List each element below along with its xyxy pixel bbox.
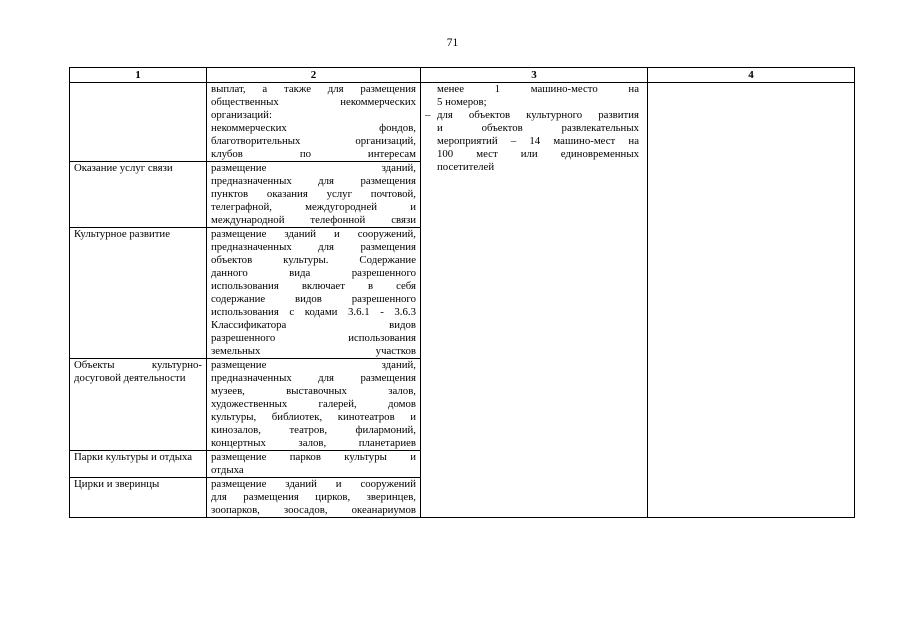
description-line: для размещения цирков, зверинцев,: [211, 491, 416, 503]
description-line: предназначенных для размещения: [211, 175, 416, 187]
parking-bullet-line: и объектов развлекательных: [437, 122, 639, 134]
description-line: международной телефонной связи: [211, 214, 416, 226]
description-line: художественных галерей, домов: [211, 398, 416, 410]
header-col-2: 2: [207, 68, 421, 83]
description-line: размещение зданий и сооружений,: [211, 228, 416, 240]
cell-land-use-name: Культурное развитие: [70, 228, 207, 359]
description-line: данного вида разрешенного: [211, 267, 416, 279]
description-line: размещение зданий,: [211, 359, 416, 371]
regulations-table: [69, 67, 855, 518]
parking-bullet-line: 100 мест или единовременных: [437, 148, 639, 160]
description-line: содержание видов разрешенного: [211, 293, 416, 305]
description-line: использования включает в себя: [211, 280, 416, 292]
description-line: организаций:: [211, 109, 272, 121]
description-line: клубов по интересам: [211, 148, 416, 160]
cell-land-use-name: [70, 83, 207, 162]
cell-description: [207, 228, 421, 359]
description-line: зоопарков, зоосадов, океанариумов: [211, 504, 416, 516]
description-line: Классификатора видов: [211, 319, 416, 331]
parking-line: менее 1 машино-место на: [437, 83, 639, 95]
header-col-3: 3: [421, 68, 648, 83]
cell-description: [207, 162, 421, 228]
description-line: предназначенных для размещения: [211, 241, 416, 253]
description-line: использования с кодами 3.6.1 - 3.6.3: [211, 306, 416, 318]
description-line: телеграфной, междугородней и: [211, 201, 416, 213]
cell-land-use-name: Объекты культурно-досуговой деятельности: [70, 359, 207, 451]
header-col-4: 4: [648, 68, 855, 83]
description-line: кинозалов, театров, филармоний,: [211, 424, 416, 436]
description-line: благотворительных организаций,: [211, 135, 416, 147]
parking-line: 5 номеров;: [437, 96, 487, 108]
cell-column-4: [648, 83, 855, 518]
description-line: концертных залов, планетариев: [211, 437, 416, 449]
description-line: размещение зданий,: [211, 162, 416, 174]
description-line: предназначенных для размещения: [211, 372, 416, 384]
description-line: общественных некоммерческих: [211, 96, 416, 108]
cell-parking-requirements: [421, 83, 648, 518]
parking-bullet-line: – для объектов культурного развития: [425, 109, 639, 121]
cell-land-use-name: Оказание услуг связи: [70, 162, 207, 228]
description-line: некоммерческих фондов,: [211, 122, 416, 134]
table-row: [70, 83, 855, 162]
description-line: земельных участков: [211, 345, 416, 357]
cell-description: [207, 83, 421, 162]
description-line: выплат, а также для размещения: [211, 83, 416, 95]
cell-land-use-name: Цирки и зверинцы: [70, 478, 207, 518]
parking-bullet-line: мероприятий – 14 машино-мест на: [437, 135, 639, 147]
cell-description: [207, 451, 421, 478]
cell-description: [207, 478, 421, 518]
cell-description: [207, 359, 421, 451]
description-line: пунктов оказания услуг почтовой,: [211, 188, 416, 200]
page-number: 71: [446, 37, 459, 49]
description-line: отдыха: [211, 464, 244, 476]
dash-bullet-icon: –: [425, 109, 431, 121]
description-line: разрешенного использования: [211, 332, 416, 344]
parking-bullet-line: посетителей: [437, 161, 495, 173]
description-line: объектов культуры. Содержание: [211, 254, 416, 266]
header-row: [70, 68, 855, 83]
cell-land-use-name: Парки культуры и отдыха: [70, 451, 207, 478]
description-line: культуры, библиотек, кинотеатров и: [211, 411, 416, 423]
description-line: музеев, выставочных залов,: [211, 385, 416, 397]
description-line: размещение зданий и сооружений: [211, 478, 416, 490]
description-line: размещение парков культуры и: [211, 451, 416, 463]
header-col-1: 1: [70, 68, 207, 83]
